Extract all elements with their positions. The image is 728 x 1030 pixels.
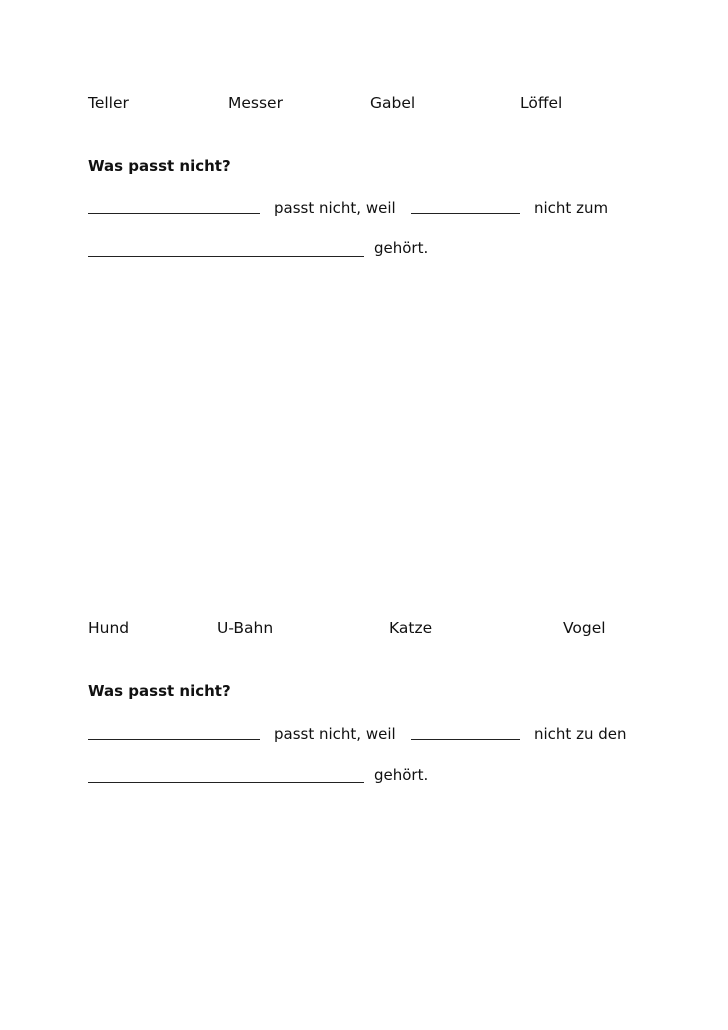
answer-blank-category[interactable] xyxy=(88,782,364,783)
word-3: Gabel xyxy=(370,94,416,112)
question-heading: Was passt nicht? xyxy=(88,157,231,175)
word-3: Katze xyxy=(389,619,433,637)
sentence-text-final: gehört. xyxy=(374,239,429,257)
sentence-text-end: nicht zu den xyxy=(534,725,627,743)
word-2: Messer xyxy=(228,94,283,112)
word-1: Hund xyxy=(88,619,130,637)
question-heading: Was passt nicht? xyxy=(88,682,231,700)
sentence-text-end: nicht zum xyxy=(534,199,609,217)
sentence-text-final: gehört. xyxy=(374,766,429,784)
answer-blank-reason[interactable] xyxy=(411,739,520,740)
word-4: Vogel xyxy=(563,619,606,637)
word-1: Teller xyxy=(88,94,129,112)
answer-blank-word[interactable] xyxy=(88,739,260,740)
answer-blank-word[interactable] xyxy=(88,213,260,214)
sentence-text-middle: passt nicht, weil xyxy=(274,725,396,743)
sentence-text-middle: passt nicht, weil xyxy=(274,199,396,217)
word-4: Löffel xyxy=(520,94,563,112)
answer-blank-reason[interactable] xyxy=(411,213,520,214)
answer-blank-category[interactable] xyxy=(88,256,364,257)
word-2: U-Bahn xyxy=(217,619,274,637)
